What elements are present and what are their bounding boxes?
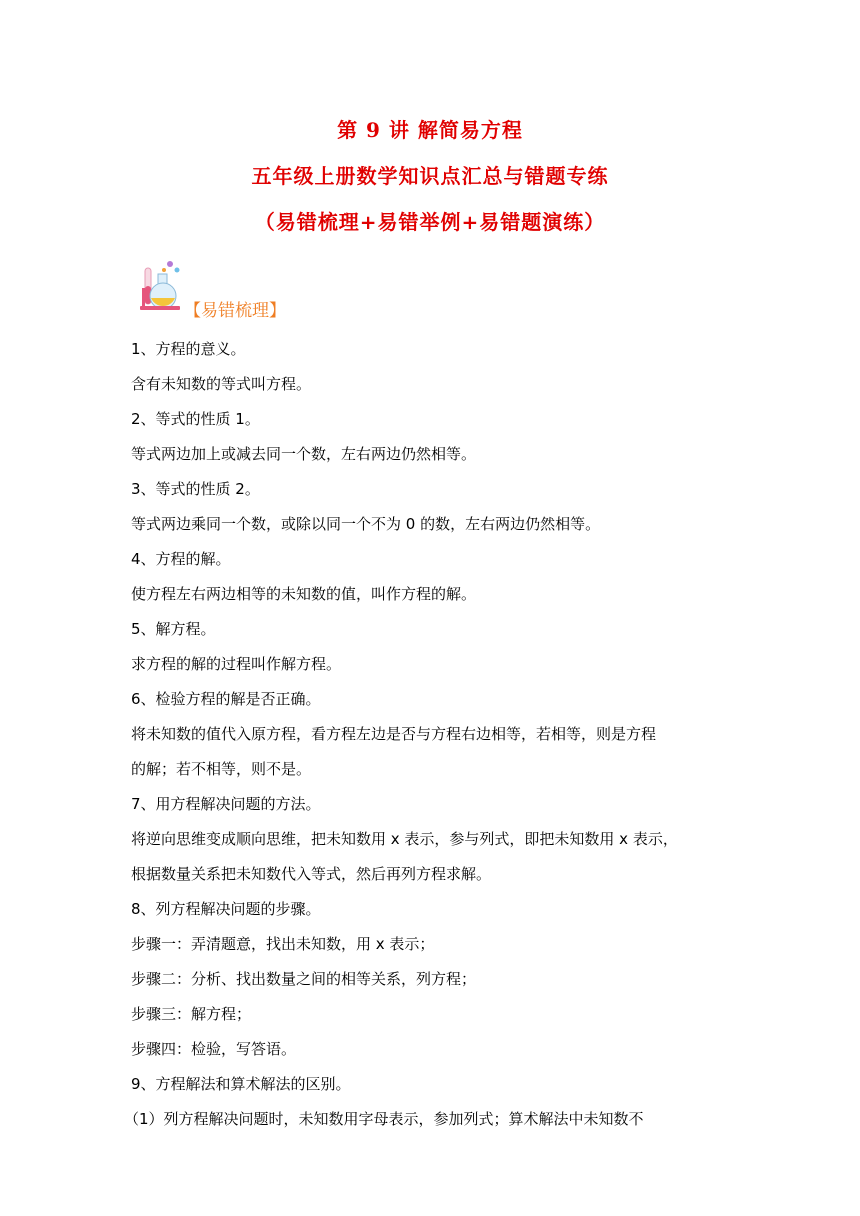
point-3-title: 3、等式的性质 2。 (131, 480, 260, 498)
point-5-title: 5、解方程。 (131, 620, 216, 638)
step-2: 步骤二：分析、找出数量之间的相等关系，列方程； (131, 970, 477, 988)
point-7-body-line-2: 根据数量关系把未知数代入等式，然后再列方程求解。 (131, 865, 492, 883)
document-tagline: （易错梳理+易错举例+易错题演练） (254, 210, 606, 234)
point-9-item-1: （1）列方程解决问题时，未知数用字母表示，参加列式；算术解法中未知数不 (124, 1110, 644, 1128)
point-7-title: 7、用方程解决问题的方法。 (131, 795, 321, 813)
point-9-title: 9、方程解法和算术解法的区别。 (131, 1075, 351, 1093)
step-1: 步骤一：弄清题意，找出未知数，用 x 表示； (131, 935, 435, 953)
point-4-title: 4、方程的解。 (131, 550, 231, 568)
document-subtitle: 五年级上册数学知识点汇总与错题专练 (251, 164, 609, 188)
point-6-body-line-2: 的解；若不相等，则不是。 (131, 760, 312, 778)
point-6-body-line-1: 将未知数的值代入原方程，看方程左边是否与方程右边相等，若相等，则是方程 (131, 725, 657, 743)
lab-flask-icon (136, 258, 184, 314)
point-1-body: 含有未知数的等式叫方程。 (131, 375, 312, 393)
point-7-body-line-1: 将逆向思维变成顺向思维，把未知数用 x 表示，参与列式，即把未知数用 x 表示， (131, 830, 678, 848)
point-2-body: 等式两边加上或减去同一个数，左右两边仍然相等。 (131, 445, 477, 463)
point-6-title: 6、检验方程的解是否正确。 (131, 690, 321, 708)
point-1-title: 1、方程的意义。 (131, 340, 246, 358)
step-4: 步骤四：检验，写答语。 (131, 1040, 297, 1058)
point-2-title: 2、等式的性质 1。 (131, 410, 260, 428)
point-4-body: 使方程左右两边相等的未知数的值，叫作方程的解。 (131, 585, 477, 603)
lesson-title: 第 9 讲 解简易方程 (337, 118, 523, 142)
step-3: 步骤三：解方程； (131, 1005, 252, 1023)
point-3-body: 等式两边乘同一个数，或除以同一个不为 0 的数，左右两边仍然相等。 (131, 515, 601, 533)
section-heading: 【易错梳理】 (184, 301, 286, 321)
point-8-title: 8、列方程解决问题的步骤。 (131, 900, 321, 918)
point-5-body: 求方程的解的过程叫作解方程。 (131, 655, 342, 673)
